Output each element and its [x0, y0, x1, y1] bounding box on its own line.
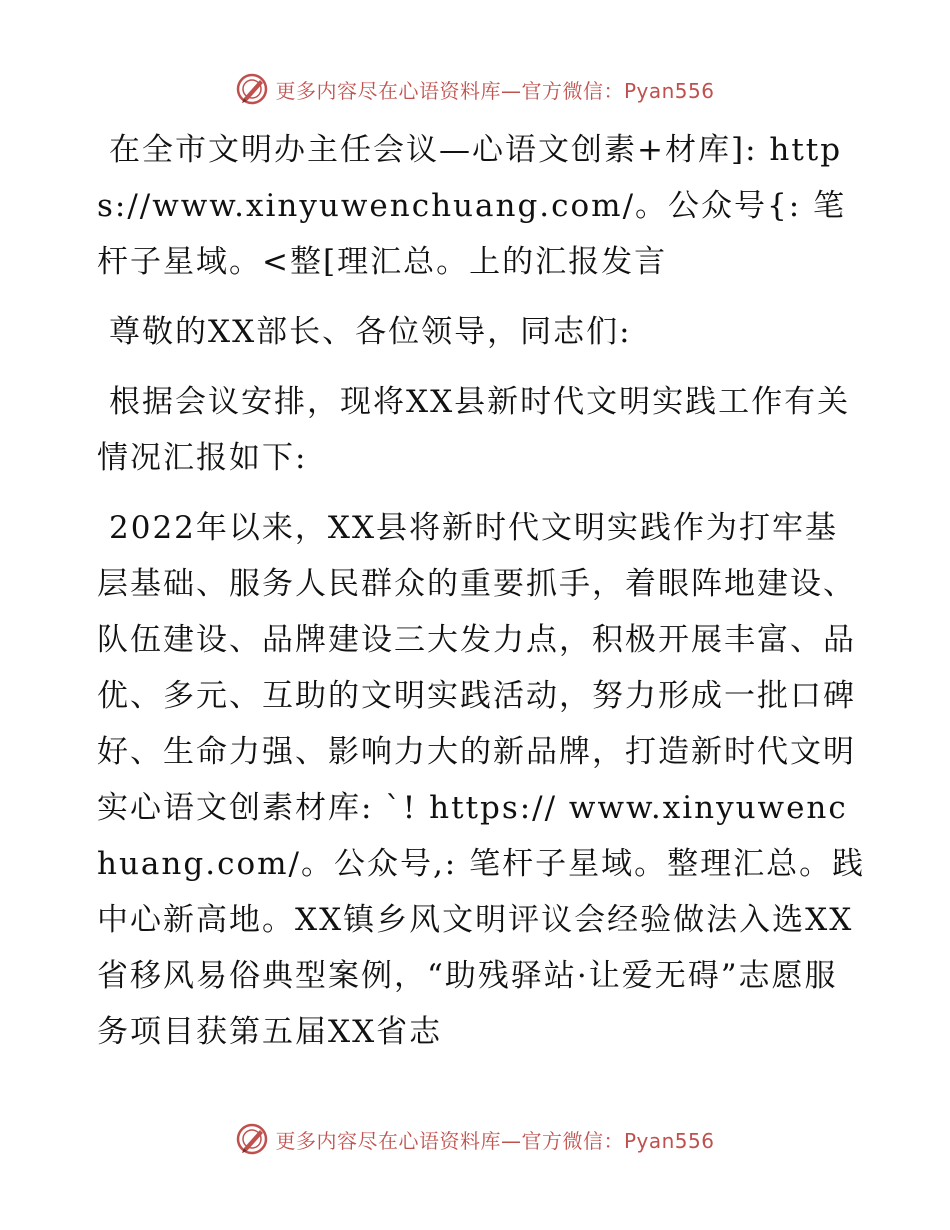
intro-paragraph: 根据会议安排，现将XX县新时代文明实践工作有关情况汇报如下: [97, 384, 851, 476]
footer-watermark-text: 更多内容尽在心语资料库—官方微信：Pyan556 [275, 1128, 715, 1153]
body-paragraph: 2022年以来，XX县将新时代文明实践作为打牢基层基础、服务人民群众的重要抓手，着眼阵地建设、队伍建设、品牌建设三大发力点，积极开展丰富、品优、多元、互助的文明实践活动，努力形成一批口碑好、生命力强、影响力大的新品牌，打造新时代文明实心语文创素材库: `! https:// www.xinyuwenchuang.com/。公众号,: 笔杆子星域。整理汇总。践中心新高地。XX镇乡风文明评议会经验做法入选XX省移风易俗典型案例，“助残驿站·让爱无碍”志愿服务项目获第五届XX省志 [97, 510, 866, 1050]
pen-logo-icon [235, 1122, 269, 1156]
document-title-paragraph: 在全市文明办主任会议—心语文创素+材库]: https://www.xinyuwenchuang.com/。公众号{: 笔杆子星域。<整[理汇总。上的汇报发言 [97, 132, 847, 280]
footer-watermark-banner [0, 1122, 950, 1156]
pen-logo-icon [235, 72, 269, 106]
document-body [97, 122, 867, 1074]
salutation-paragraph: 尊敬的XX部长、各位领导，同志们: [109, 314, 632, 350]
header-watermark-banner [0, 72, 950, 106]
header-watermark-text: 更多内容尽在心语资料库—官方微信：Pyan556 [275, 78, 715, 103]
